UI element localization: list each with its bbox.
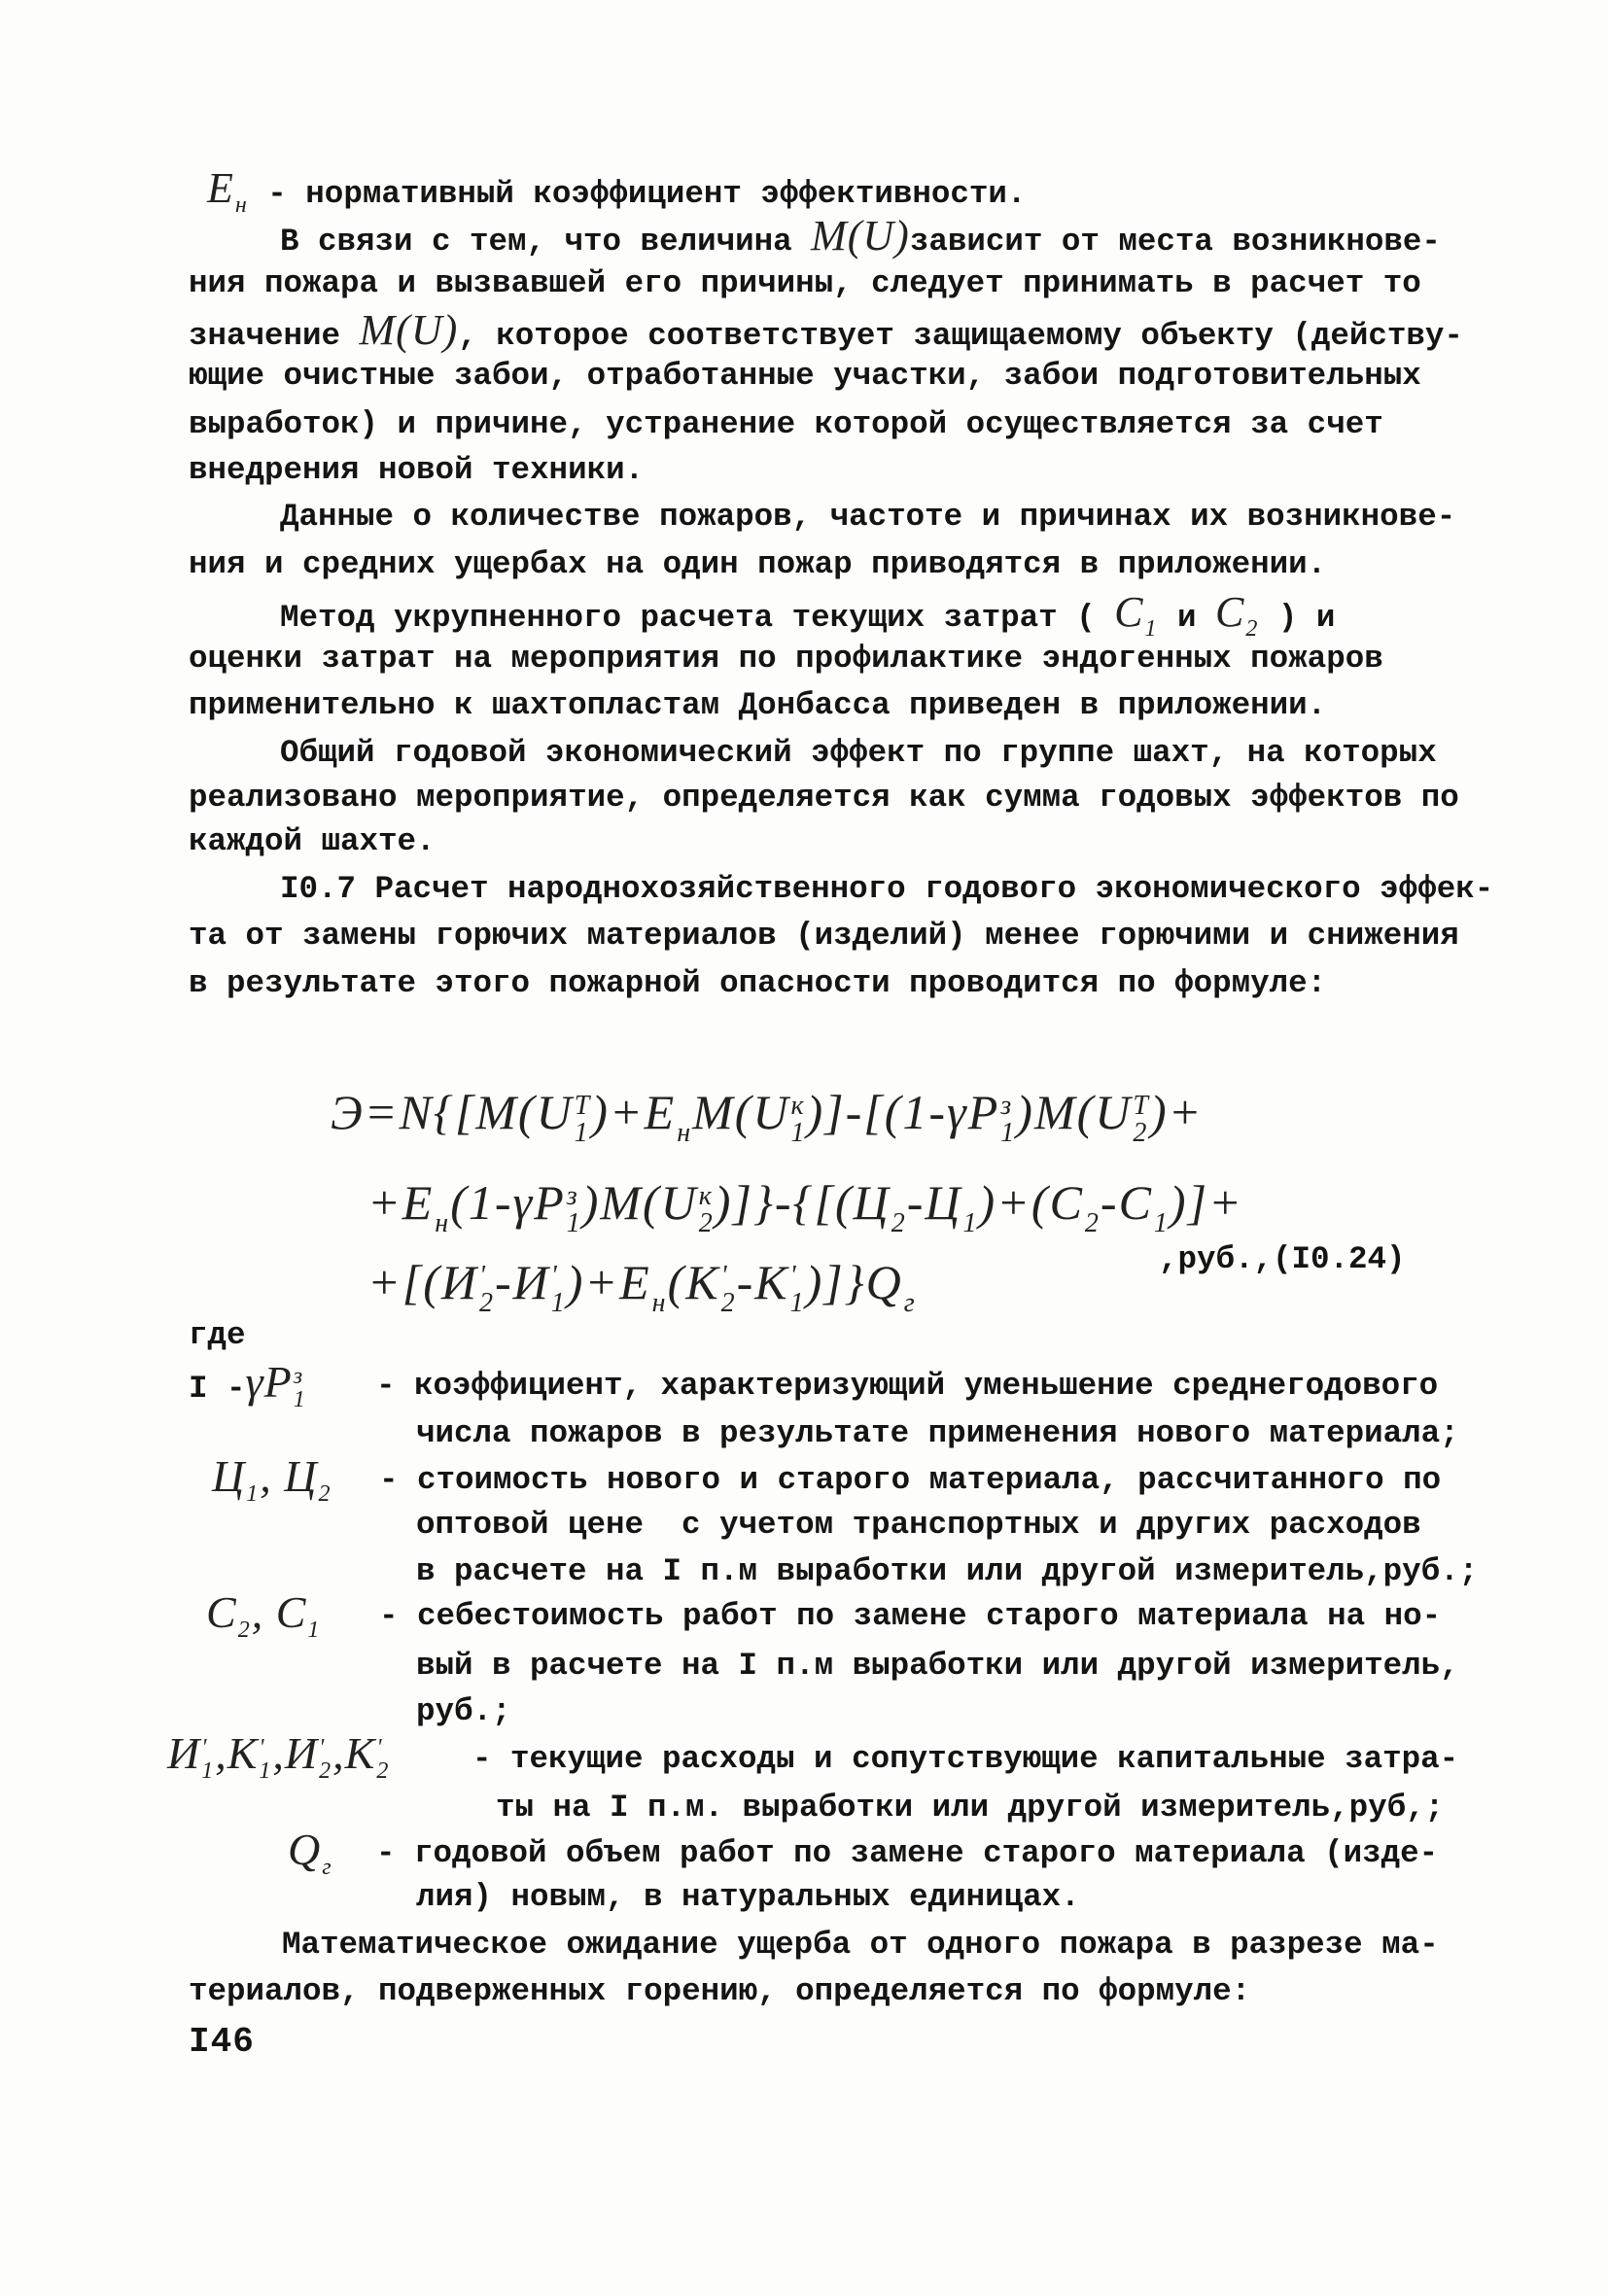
definition-text: оптовой цене с учетом транспортных и других расходов	[416, 1507, 1421, 1543]
typed-text: значение	[189, 318, 360, 354]
formula-unit-and-number: ,руб.,(I0.24)	[1159, 1241, 1406, 1277]
script-stack	[435, 1183, 448, 1237]
superscript	[318, 1459, 330, 1482]
superscript	[891, 1183, 905, 1210]
subscript: 1	[307, 1618, 320, 1644]
superscript: з	[1000, 1091, 1012, 1122]
subscript: 1	[574, 1118, 588, 1149]
subscript: 1	[293, 1387, 305, 1413]
script-stack	[246, 1459, 258, 1506]
definition-text: ты на I п.м. выработки или другой измеритель,руб,;	[496, 1790, 1445, 1826]
definition-text: руб.;	[416, 1693, 511, 1729]
superscript: '	[201, 1735, 207, 1761]
script-stack	[307, 1595, 319, 1642]
script-stack	[575, 1093, 590, 1147]
text-line: ния и средних ущербах на один пожар приводятся в приложении.	[189, 546, 1327, 582]
superscript	[963, 1183, 977, 1210]
text-line: реализовано мероприятие, определяется как сумма годовых эффектов по	[189, 780, 1459, 816]
superscript	[1245, 594, 1257, 617]
subscript: н	[677, 1118, 691, 1149]
handwritten-symbol: E	[207, 164, 234, 212]
superscript: '	[789, 1261, 796, 1292]
formula-line	[367, 1173, 1243, 1240]
handwritten-symbol: Э=N{[M(U	[331, 1085, 574, 1139]
handwritten-symbol: )+(C	[978, 1175, 1084, 1230]
superscript: з	[566, 1181, 577, 1212]
text-line: териалов, подверженных горению, определяется по формуле:	[189, 1973, 1251, 2009]
subscript: 1	[790, 1118, 805, 1149]
text-line: каждой шахте.	[189, 823, 436, 859]
page-number: I46	[189, 2022, 255, 2062]
handwritten-symbol: (K	[667, 1255, 720, 1309]
subscript: 1	[962, 1208, 977, 1239]
text-line: внедрения новой техники.	[189, 452, 645, 488]
script-stack	[721, 1263, 735, 1317]
superscript	[235, 170, 247, 193]
script-stack	[376, 1736, 388, 1783]
definition-text: - текущие расходы и сопутствующие капитальные затра-	[472, 1741, 1459, 1777]
handwritten-symbol: )M(U	[581, 1175, 698, 1230]
script-stack	[322, 1832, 331, 1879]
text-line: Данные о количестве пожаров, частоте и причинах их возникнове-	[280, 499, 1456, 535]
superscript: '	[376, 1735, 382, 1761]
handwritten-symbol: M(U)	[811, 212, 910, 260]
superscript: T	[1133, 1091, 1148, 1122]
subscript: 1	[259, 1758, 271, 1785]
formula-line	[331, 1083, 1203, 1150]
definition-text: - годовой объем работ по замене старого материала (изде-	[376, 1835, 1439, 1871]
subscript: 2	[237, 1618, 250, 1644]
handwritten-symbol: )+	[1149, 1085, 1204, 1139]
typed-text: I -	[189, 1371, 246, 1407]
subscript: 1	[1153, 1208, 1168, 1239]
superscript	[307, 1595, 319, 1618]
handwritten-symbol: Q	[288, 1825, 322, 1874]
subscript: г	[322, 1855, 332, 1881]
subscript: 2	[1084, 1208, 1099, 1239]
handwritten-symbol: )+E	[566, 1255, 651, 1309]
typed-text: - нормативный коэффициент эффективности.	[248, 176, 1027, 212]
handwritten-symbol: -Ц	[906, 1175, 962, 1230]
text-line	[280, 588, 1336, 643]
handwritten-symbol: И	[167, 1728, 201, 1778]
script-stack	[963, 1183, 977, 1237]
handwritten-symbol: M(U)	[359, 306, 459, 354]
script-stack	[567, 1183, 580, 1237]
handwritten-symbol: -K	[736, 1255, 789, 1309]
text-line: I0.7 Расчет народнохозяйственного годового экономического эффек-	[280, 871, 1494, 907]
typed-text: , которое соответствует защищаемому объекту (действу-	[458, 318, 1463, 354]
handwritten-symbol: C	[206, 1587, 237, 1637]
text-line: в результате этого пожарной опасности проводится по формуле:	[189, 965, 1327, 1001]
subscript: 1	[550, 1288, 565, 1319]
superscript: к	[790, 1091, 804, 1122]
subscript: 2	[891, 1208, 905, 1239]
handwritten-symbol: γP	[245, 1357, 293, 1407]
subscript: 1	[566, 1208, 580, 1239]
superscript	[1145, 594, 1157, 617]
handwritten-symbol: ,K	[332, 1728, 376, 1778]
script-stack	[904, 1263, 915, 1317]
typed-text: и	[1158, 600, 1216, 636]
definition-term	[206, 1587, 321, 1644]
definition-text: лия) новым, в натуральных единицах.	[416, 1879, 1080, 1915]
subscript: 2	[1245, 616, 1258, 643]
handwritten-symbol: M(U	[692, 1085, 790, 1139]
definition-term	[212, 1451, 332, 1508]
script-stack	[677, 1093, 690, 1147]
handwritten-symbol: )M(U	[1016, 1085, 1133, 1139]
where-label: где	[189, 1317, 246, 1353]
handwritten-symbol: )]+	[1169, 1175, 1243, 1230]
superscript	[238, 1595, 250, 1618]
subscript: н	[651, 1288, 666, 1319]
script-stack	[652, 1263, 666, 1317]
definition-text: в расчете на I п.м выработки или другой измеритель,руб.;	[416, 1553, 1479, 1589]
subscript: 2	[376, 1758, 389, 1785]
definition-term	[189, 1357, 307, 1413]
superscript: з	[293, 1364, 303, 1390]
handwritten-symbol: (1-γP	[450, 1175, 566, 1230]
script-stack	[235, 170, 247, 217]
subscript: н	[234, 192, 247, 219]
definition-text: - стоимость нового и старого материала, рассчитанного по	[379, 1462, 1442, 1498]
text-line: Общий годовой экономический эффект по группе шахт, на которых	[280, 735, 1437, 771]
superscript	[435, 1183, 448, 1210]
subscript: 2	[1133, 1118, 1147, 1149]
typed-text: зависит от места возникнове-	[909, 224, 1441, 260]
subscript: 1	[1144, 616, 1157, 643]
superscript: '	[319, 1735, 325, 1761]
text-line: ющие очистные забои, отработанные участки, забои подготовительных	[189, 358, 1421, 394]
text-line: применительно к шахтопластам Донбасса приведен в приложении.	[189, 687, 1327, 723]
handwritten-symbol: +E	[367, 1175, 435, 1230]
subscript: 2	[318, 1481, 331, 1508]
script-stack	[201, 1736, 213, 1783]
handwritten-symbol: )]}-{[(Ц	[714, 1175, 891, 1230]
handwritten-symbol: , C	[251, 1587, 307, 1637]
script-stack	[1154, 1183, 1168, 1237]
subscript: 2	[478, 1288, 493, 1319]
handwritten-symbol: , Ц	[260, 1451, 318, 1501]
superscript	[322, 1832, 331, 1856]
handwritten-symbol: C	[1114, 588, 1144, 636]
definition-term	[288, 1825, 333, 1881]
subscript: 2	[698, 1208, 713, 1239]
text-line	[207, 164, 1027, 219]
typed-text: В связи с тем, что величина	[280, 224, 812, 260]
text-line: выработок) и причине, устранение которой осуществляется за счет	[189, 406, 1383, 442]
superscript	[246, 1459, 258, 1482]
superscript	[677, 1093, 690, 1120]
subscript: 1	[201, 1758, 214, 1785]
definition-term	[167, 1728, 390, 1785]
subscript: 2	[319, 1758, 332, 1785]
subscript: г	[903, 1288, 915, 1319]
text-line	[189, 306, 1463, 358]
script-stack	[790, 1263, 804, 1317]
superscript: '	[550, 1261, 557, 1292]
handwritten-symbol: +[(И	[367, 1255, 478, 1309]
handwritten-symbol: Ц	[212, 1451, 246, 1501]
definition-text: числа пожаров в результате применения нового материала;	[416, 1415, 1459, 1451]
superscript	[1085, 1183, 1099, 1210]
superscript	[652, 1263, 666, 1290]
definition-text: вый в расчете на I п.м выработки или другой измеритель,	[416, 1648, 1459, 1684]
text-line: та от замены горючих материалов (изделий) менее горючими и снижения	[189, 918, 1459, 954]
script-stack	[1145, 594, 1157, 641]
script-stack	[319, 1736, 331, 1783]
script-stack	[1000, 1093, 1014, 1147]
script-stack	[1085, 1183, 1099, 1237]
handwritten-symbol: )]-[(1-γP	[806, 1085, 1000, 1139]
handwritten-symbol: -И	[494, 1255, 550, 1309]
superscript	[1154, 1183, 1168, 1210]
script-stack	[294, 1365, 305, 1411]
definition-text: - коэффициент, характеризующий уменьшение среднегодового	[376, 1368, 1439, 1404]
script-stack	[891, 1183, 905, 1237]
superscript: '	[259, 1735, 264, 1761]
superscript: T	[574, 1091, 590, 1122]
handwritten-symbol: )+E	[591, 1085, 677, 1139]
text-line: оценки затрат на мероприятия по профилактике эндогенных пожаров	[189, 641, 1383, 677]
handwritten-symbol: ,K	[215, 1728, 259, 1778]
subscript: 1	[1000, 1118, 1015, 1149]
typed-text: ) и	[1259, 600, 1336, 636]
script-stack	[318, 1459, 330, 1506]
formula-line	[367, 1253, 917, 1320]
subscript: 2	[720, 1288, 735, 1319]
typed-text: Метод укрупненного расчета текущих затрат (	[280, 600, 1115, 636]
text-line	[280, 212, 1441, 263]
handwritten-symbol: ,И	[272, 1728, 319, 1778]
subscript: н	[435, 1208, 449, 1239]
superscript: к	[698, 1181, 712, 1212]
script-stack	[1245, 594, 1257, 641]
script-stack	[551, 1263, 565, 1317]
superscript: '	[478, 1261, 485, 1292]
superscript: '	[720, 1261, 727, 1292]
script-stack	[699, 1183, 713, 1237]
script-stack	[238, 1595, 250, 1642]
text-line: Математическое ожидание ущерба от одного пожара в разрезе ма-	[282, 1927, 1439, 1963]
definition-text: - себестоимость работ по замене старого материала на но-	[379, 1598, 1442, 1634]
text-line: ния пожара и вызвавшей его причины, следует принимать в расчет то	[189, 265, 1421, 301]
handwritten-symbol: )]}Q	[805, 1255, 903, 1309]
handwritten-symbol: C	[1215, 588, 1245, 636]
script-stack	[479, 1263, 493, 1317]
script-stack	[791, 1093, 805, 1147]
subscript: 1	[246, 1481, 259, 1508]
subscript: 1	[789, 1288, 804, 1319]
script-stack	[1133, 1093, 1148, 1147]
script-stack	[259, 1736, 270, 1783]
superscript	[904, 1263, 915, 1290]
handwritten-symbol: -C	[1100, 1175, 1153, 1230]
